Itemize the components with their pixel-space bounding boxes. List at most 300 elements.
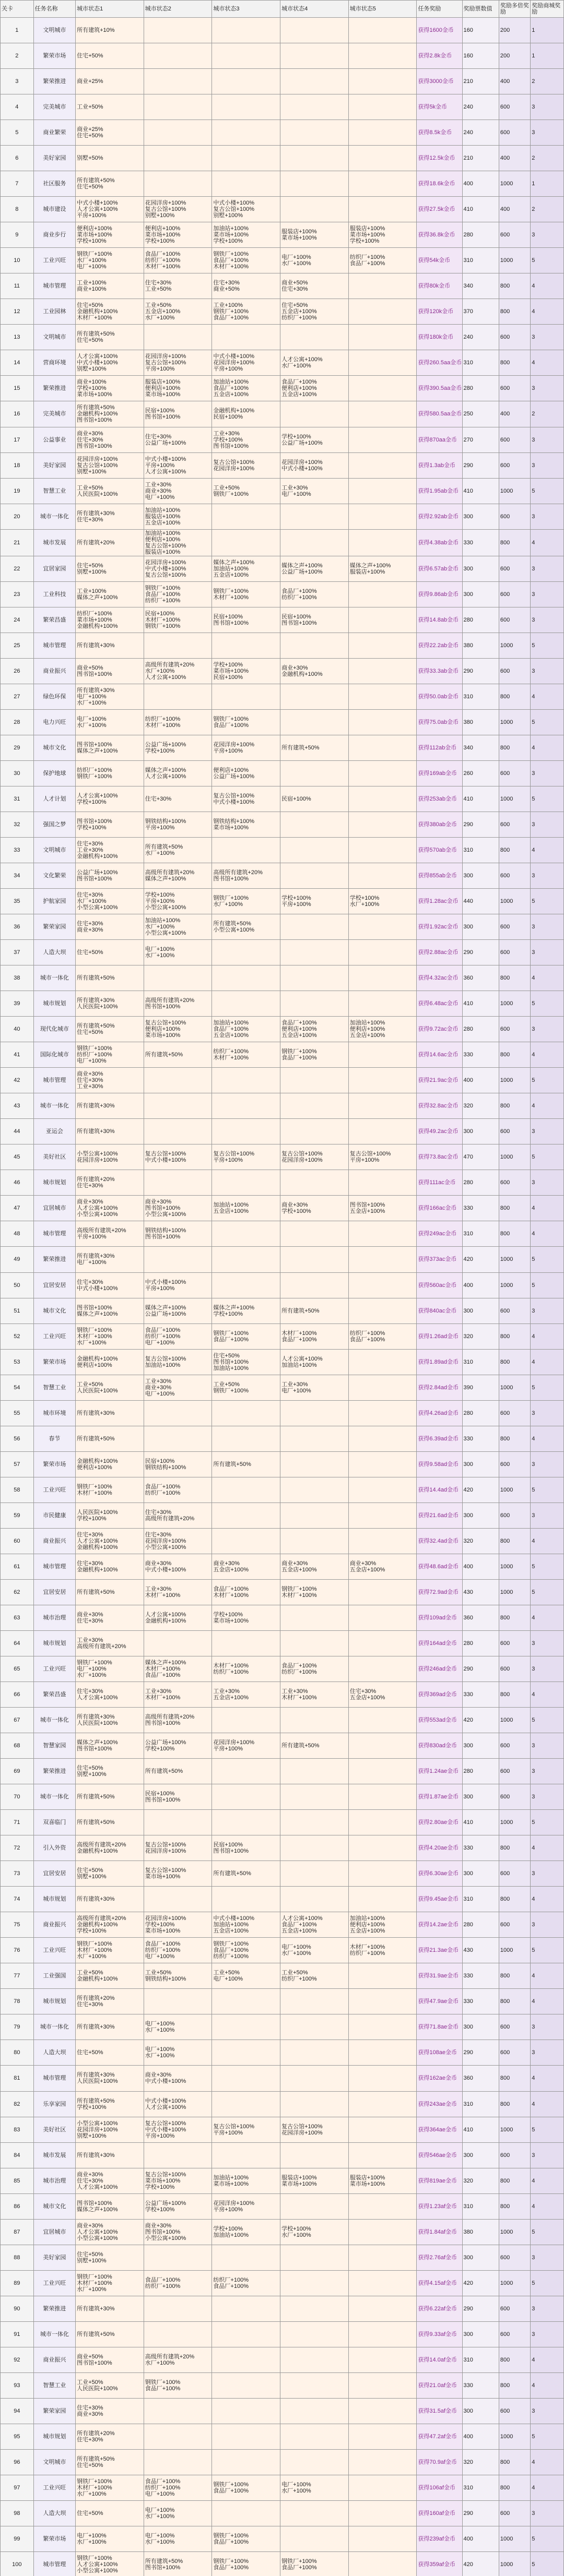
value-2-cell: 1000: [499, 2270, 530, 2296]
cell-line: 便利店+100%: [145, 536, 181, 543]
cell-line: 商业+30%: [77, 1199, 103, 1206]
level-cell: 27: [1, 684, 34, 709]
cell-line: 图书馆+100%: [77, 876, 112, 882]
cell-line: 菜市场+100%: [213, 824, 249, 831]
task-name-cell: 工业科技: [33, 581, 75, 607]
state-4-cell: [280, 2193, 349, 2219]
cell-line: 平房+100%: [213, 2206, 243, 2213]
state-2-cell: [144, 633, 212, 658]
cell-line: 学校+100%: [145, 1922, 175, 1928]
value-2-cell: 600: [499, 1656, 530, 1681]
state-5-cell: [348, 1912, 417, 1938]
state-3-cell: [212, 2091, 280, 2117]
cell-line: 别墅+100%: [145, 212, 175, 219]
state-5-cell: [348, 2066, 417, 2091]
cell-line: 小型公寓+100%: [145, 904, 186, 911]
state-3-cell: [212, 2040, 280, 2066]
state-2-cell: [144, 581, 212, 607]
reward-cell: [417, 2245, 462, 2270]
value-2-cell: 800: [499, 1196, 530, 1221]
state-2-cell: [144, 1298, 212, 1323]
cell-line: 图书馆+100%: [281, 619, 317, 626]
state-1-cell: [76, 401, 144, 427]
table-row: [1, 607, 564, 633]
value-1-cell: 330: [462, 1963, 499, 1989]
cell-line: 金融机构+100%: [213, 408, 254, 414]
cell-line: 复古公馆+100%: [213, 1151, 254, 1158]
cell-line: 所有建筑+50%: [77, 1794, 115, 1800]
table-row: [1, 350, 564, 376]
state-5-cell: [348, 914, 417, 940]
state-2-cell: [144, 1759, 212, 1784]
cell-line: 住宅+30%: [77, 2001, 103, 2008]
state-5-cell: [348, 1835, 417, 1861]
cell-line: 人民医院+100%: [77, 2385, 118, 2392]
cell-line: 纺织厂+100%: [145, 1489, 181, 1496]
table-row: [1, 1017, 564, 1042]
table-row: [1, 1170, 564, 1196]
state-1-cell: [76, 1630, 144, 1656]
value-2-cell: 800: [499, 273, 530, 299]
cell-line: 学校+100%: [77, 385, 107, 392]
state-3-cell: [212, 2424, 280, 2449]
cell-line: 媒体之声+100%: [145, 767, 186, 773]
cell-line: 所有建筑+30%: [77, 642, 115, 649]
state-2-cell: [144, 248, 212, 273]
state-3-cell: [212, 1938, 280, 1963]
level-cell: 66: [1, 1682, 34, 1708]
value-2-cell: 600: [499, 863, 530, 889]
cell-line: 纺织厂+100%: [349, 1330, 385, 1337]
level-cell: 71: [1, 1810, 34, 1835]
table-row: [1, 222, 564, 248]
cell-line: 服装店+100%: [145, 379, 181, 386]
value-2-cell: 800: [499, 1963, 530, 1989]
state-4-cell: [280, 452, 349, 478]
cell-line: 所有建筑+30%: [77, 1128, 115, 1135]
level-cell: 40: [1, 1017, 34, 1042]
cell-line: 水厂+100%: [213, 901, 243, 908]
state-2-cell: [144, 94, 212, 120]
state-3-cell: [212, 248, 280, 273]
cell-line: 获得33.3ab金币: [418, 667, 459, 674]
value-1-cell: 330: [462, 2372, 499, 2398]
cell-line: 学校+100%: [77, 798, 107, 805]
cell-line: 所有建筑+30%: [77, 1253, 115, 1260]
value-2-cell: 600: [499, 452, 530, 478]
cell-line: 图书馆+100%: [77, 417, 112, 424]
level-cell: 16: [1, 401, 34, 427]
value-2-cell: 1000: [499, 248, 530, 273]
table-row: [1, 1554, 564, 1579]
value-3-cell: 1: [531, 18, 564, 43]
cell-line: 服装店+100%: [281, 229, 317, 235]
level-cell: 84: [1, 2142, 34, 2168]
state-4-cell: [280, 427, 349, 452]
cell-line: 便利店+100%: [77, 1464, 112, 1471]
cell-line: 菜市场+100%: [77, 616, 112, 623]
state-2-cell: [144, 1656, 212, 1681]
value-3-cell: 3: [531, 760, 564, 786]
level-cell: 17: [1, 427, 34, 452]
cell-line: 中式小楼+100%: [145, 1566, 186, 1573]
cell-line: 学校+100%: [281, 1208, 311, 1215]
cell-line: 商业+50%: [77, 2353, 103, 2360]
value-2-cell: 600: [499, 1119, 530, 1144]
level-cell: 36: [1, 914, 34, 940]
cell-line: 菜市场+100%: [145, 232, 181, 238]
value-1-cell: 310: [462, 2091, 499, 2117]
table-row: [1, 325, 564, 350]
cell-line: 木材厂+100%: [77, 2484, 112, 2491]
state-1-cell: [76, 2219, 144, 2245]
cell-line: 学校+100%: [349, 895, 380, 902]
level-cell: 82: [1, 2091, 34, 2117]
level-cell: 22: [1, 556, 34, 581]
value-1-cell: 380: [462, 633, 499, 658]
state-4-cell: [280, 2424, 349, 2449]
state-5-cell: [348, 607, 417, 633]
cell-line: 平房+100%: [145, 898, 175, 905]
state-5-cell: [348, 556, 417, 581]
cell-line: 人民医院+100%: [77, 1509, 118, 1516]
cell-line: 所有建筑+30%: [77, 2305, 115, 2312]
state-4-cell: [280, 1630, 349, 1656]
value-1-cell: 330: [462, 1042, 499, 1068]
cell-line: 菜市场+100%: [77, 232, 112, 238]
value-2-cell: 600: [499, 504, 530, 529]
state-2-cell: [144, 2424, 212, 2449]
level-cell: 80: [1, 2040, 34, 2066]
cell-line: 获得870aa金币: [418, 436, 457, 443]
state-5-cell: [348, 1989, 417, 2014]
cell-line: 菜市场+100%: [213, 667, 249, 674]
table-row: [1, 171, 564, 197]
level-cell: 60: [1, 1528, 34, 1554]
cell-line: 中式小楼+100%: [213, 353, 254, 360]
table-row: [1, 1196, 564, 1221]
value-1-cell: 300: [462, 504, 499, 529]
value-2-cell: 800: [499, 684, 530, 709]
cell-line: 小型公寓+100%: [145, 1544, 186, 1551]
state-3-cell: [212, 837, 280, 863]
cell-line: 商业+30%: [349, 1560, 377, 1567]
reward-cell: [417, 146, 462, 171]
cell-line: 图书馆+100%: [145, 1797, 181, 1804]
task-name-cell: 城市规划: [33, 2424, 75, 2449]
cell-line: 人才公寓+100%: [145, 773, 186, 780]
cell-line: 高级所有建筑+20%: [213, 869, 263, 876]
level-cell: 69: [1, 1759, 34, 1784]
cell-line: 中式小楼+100%: [77, 1285, 118, 1292]
cell-line: 复古公馆+100%: [349, 1151, 391, 1158]
state-4-cell: [280, 914, 349, 940]
state-1-cell: [76, 837, 144, 863]
value-1-cell: 320: [462, 2168, 499, 2193]
reward-cell: [417, 2117, 462, 2142]
cell-line: 钢铁厂+100%: [213, 491, 249, 497]
value-2-cell: 400: [499, 146, 530, 171]
cell-line: 小型公寓+100%: [77, 2568, 118, 2574]
cell-line: 人民医院+100%: [77, 491, 118, 497]
cell-line: 电厂+100%: [213, 1976, 243, 1983]
cell-line: 工业+30%: [77, 1637, 103, 1643]
cell-line: 电厂+100%: [77, 264, 107, 270]
cell-line: 住宅+30%: [77, 2436, 103, 2443]
reward-cell: [417, 350, 462, 376]
cell-line: 媒体之声+100%: [281, 562, 323, 569]
value-3-cell: 3: [531, 504, 564, 529]
table-row: [1, 2219, 564, 2245]
state-1-cell: [76, 760, 144, 786]
table-row: [1, 889, 564, 914]
cell-line: 商业+50%: [77, 664, 103, 671]
reward-cell: [417, 1528, 462, 1554]
task-name-cell: 繁荣昌盛: [33, 607, 75, 633]
cell-line: 中式小楼+100%: [145, 2097, 186, 2104]
cell-line: 获得14.6ac金币: [418, 1052, 459, 1058]
table-row: [1, 529, 564, 556]
value-1-cell: 400: [462, 2424, 499, 2449]
reward-cell: [417, 248, 462, 273]
cell-line: 纺织厂+100%: [213, 1668, 249, 1675]
value-2-cell: 600: [499, 1400, 530, 1426]
cell-line: 加油站+100%: [213, 2174, 249, 2181]
state-4-cell: [280, 2347, 349, 2372]
state-4-cell: [280, 2475, 349, 2500]
cell-line: 获得2.76af金币: [418, 2254, 457, 2261]
state-5-cell: [348, 171, 417, 197]
table-row: [1, 1323, 564, 1349]
table-row: [1, 2475, 564, 2500]
state-5-cell: [348, 197, 417, 222]
cell-line: 获得6.39ad金币: [418, 1435, 459, 1442]
value-1-cell: 290: [462, 452, 499, 478]
value-2-cell: 200: [499, 43, 530, 69]
task-name-cell: 城市一体化: [33, 1093, 75, 1119]
cell-line: 住宅+50%: [77, 1029, 103, 1036]
state-5-cell: [348, 2142, 417, 2168]
cell-line: 平房+100%: [145, 2132, 175, 2139]
cell-line: 加油站+100%: [213, 2232, 249, 2238]
reward-cell: [417, 1733, 462, 1759]
cell-line: 获得14.0af金币: [418, 2356, 457, 2363]
state-4-cell: [280, 1605, 349, 1630]
cell-line: 住宅+30%: [77, 436, 103, 443]
level-cell: 50: [1, 1272, 34, 1298]
reward-cell: [417, 1708, 462, 1733]
cell-line: 人才公寓+100%: [281, 356, 323, 363]
value-3-cell: 1: [531, 171, 564, 197]
task-name-cell: 美好家园: [33, 452, 75, 478]
state-3-cell: [212, 1298, 280, 1323]
value-1-cell: 320: [462, 1528, 499, 1554]
state-3-cell: [212, 1247, 280, 1272]
reward-cell: [417, 2424, 462, 2449]
state-3-cell: [212, 18, 280, 43]
cell-line: 钢铁厂+100%: [213, 1941, 249, 1948]
task-name-cell: 繁荣市场: [33, 1451, 75, 1477]
state-4-cell: [280, 991, 349, 1017]
state-1-cell: [76, 2296, 144, 2321]
reward-cell: [417, 1605, 462, 1630]
reward-cell: [417, 2449, 462, 2475]
cell-line: 花园洋房+100%: [145, 1848, 186, 1855]
cell-line: 工业+30%: [145, 481, 172, 488]
cell-line: 纺织厂+100%: [145, 2484, 181, 2491]
value-2-cell: 800: [499, 2347, 530, 2372]
cell-line: 水厂+100%: [145, 2053, 175, 2059]
task-name-cell: 城市治理: [33, 1605, 75, 1630]
table-row: [1, 2270, 564, 2296]
state-5-cell: [348, 401, 417, 427]
table-row: [1, 273, 564, 299]
value-2-cell: 400: [499, 197, 530, 222]
cell-line: 平房+100%: [77, 212, 107, 219]
cell-line: 复古公馆+100%: [77, 462, 118, 469]
table-row: [1, 1375, 564, 1400]
value-1-cell: 290: [462, 2296, 499, 2321]
cell-line: 电厂+100%: [77, 715, 107, 722]
state-4-cell: [280, 2296, 349, 2321]
cell-line: 媒体之声+100%: [145, 1659, 186, 1666]
cell-line: 食品厂+100%: [349, 1336, 385, 1343]
table-row: [1, 401, 564, 427]
cell-line: 平房+100%: [213, 1746, 243, 1752]
state-1-cell: [76, 325, 144, 350]
cell-line: 钢铁结构+100%: [145, 1464, 186, 1471]
cell-line: 菜市场+100%: [213, 2180, 249, 2187]
value-1-cell: 250: [462, 401, 499, 427]
task-name-cell: 繁荣推进: [33, 2296, 75, 2321]
cell-line: 民宿+100%: [281, 795, 311, 802]
value-1-cell: 300: [462, 1119, 499, 1144]
level-cell: 48: [1, 1221, 34, 1247]
state-4-cell: [280, 607, 349, 633]
state-5-cell: [348, 1196, 417, 1221]
state-5-cell: [348, 1375, 417, 1400]
value-2-cell: 600: [499, 1861, 530, 1887]
state-3-cell: [212, 1221, 280, 1247]
state-4-cell: [280, 1887, 349, 1912]
cell-line: 所有建筑+50%: [77, 1023, 115, 1030]
reward-cell: [417, 2014, 462, 2040]
cell-line: 服装店+100%: [145, 513, 181, 520]
level-cell: 45: [1, 1144, 34, 1170]
reward-cell: [417, 2475, 462, 2500]
reward-cell: [417, 1017, 462, 1042]
task-name-cell: 市民健康: [33, 1502, 75, 1528]
cell-line: 住宅+30%: [281, 286, 308, 293]
cell-line: 小型公寓+100%: [145, 2235, 186, 2241]
cell-line: 住宅+50%: [213, 1352, 240, 1359]
task-name-cell: 文明城市: [33, 18, 75, 43]
value-2-cell: 600: [499, 325, 530, 350]
cell-line: 工业+50%: [77, 104, 103, 111]
value-3-cell: 4: [531, 1093, 564, 1119]
value-1-cell: 400: [462, 1554, 499, 1579]
task-name-cell: 商业振兴: [33, 658, 75, 684]
state-5-cell: [348, 1682, 417, 1708]
state-4-cell: [280, 2142, 349, 2168]
state-1-cell: [76, 146, 144, 171]
state-5-cell: [348, 1784, 417, 1810]
state-1-cell: [76, 1426, 144, 1451]
level-cell: 67: [1, 1708, 34, 1733]
value-3-cell: 3: [531, 1630, 564, 1656]
state-3-cell: [212, 2014, 280, 2040]
cell-line: 钢铁厂+100%: [77, 2555, 112, 2562]
cell-line: 获得120k金币: [418, 308, 454, 315]
cell-line: 获得840ac金币: [418, 1307, 457, 1314]
level-cell: 61: [1, 1554, 34, 1579]
header-state-2: 城市状态2: [144, 1, 212, 18]
state-1-cell: [76, 2193, 144, 2219]
value-1-cell: 420: [462, 1477, 499, 1502]
value-2-cell: 1000: [499, 2424, 530, 2449]
state-3-cell: [212, 684, 280, 709]
state-4-cell: [280, 1708, 349, 1733]
cell-line: 获得162ae金币: [418, 2075, 457, 2082]
state-4-cell: [280, 2219, 349, 2245]
level-cell: 1: [1, 18, 34, 43]
cell-line: 公益广场+100%: [145, 2200, 186, 2207]
state-5-cell: [348, 1477, 417, 1502]
state-2-cell: [144, 1017, 212, 1042]
cell-line: 便利店+100%: [349, 1922, 385, 1928]
state-1-cell: [76, 1759, 144, 1784]
cell-line: 图书馆+100%: [349, 1202, 385, 1209]
cell-line: 五金店+100%: [145, 519, 181, 526]
value-1-cell: 420: [462, 2270, 499, 2296]
value-3-cell: 1: [531, 43, 564, 69]
table-row: [1, 18, 564, 43]
value-1-cell: 160: [462, 18, 499, 43]
value-1-cell: 300: [462, 581, 499, 607]
cell-line: 钢铁结构+100%: [145, 1227, 186, 1234]
value-2-cell: 800: [499, 2372, 530, 2398]
cell-line: 图书馆+100%: [213, 876, 249, 882]
state-4-cell: [280, 299, 349, 325]
cell-line: 五金店+100%: [281, 308, 317, 315]
table-row: [1, 940, 564, 965]
state-5-cell: [348, 1247, 417, 1272]
cell-line: 平房+100%: [213, 1157, 243, 1164]
value-1-cell: 390: [462, 1375, 499, 1400]
table-row: [1, 43, 564, 69]
value-3-cell: 5: [531, 1272, 564, 1298]
reward-cell: [417, 2372, 462, 2398]
cell-line: 商业+30%: [77, 2411, 103, 2417]
value-3-cell: 3: [531, 2014, 564, 2040]
value-1-cell: 310: [462, 2475, 499, 2500]
cell-line: 食品厂+100%: [281, 1055, 317, 1062]
cell-line: 电厂+100%: [145, 2046, 175, 2053]
cell-line: 加油站+100%: [213, 1020, 249, 1027]
state-5-cell: [348, 1579, 417, 1605]
task-name-cell: 社区服务: [33, 171, 75, 197]
level-cell: 44: [1, 1119, 34, 1144]
state-1-cell: [76, 786, 144, 812]
state-2-cell: [144, 2245, 212, 2270]
cell-line: 便利店+100%: [213, 767, 249, 773]
level-cell: 54: [1, 1375, 34, 1400]
cell-line: 住宅+30%: [213, 280, 240, 287]
reward-cell: [417, 2552, 462, 2576]
state-4-cell: [280, 2270, 349, 2296]
cell-line: 纺织厂+100%: [145, 2283, 181, 2289]
level-cell: 92: [1, 2347, 34, 2372]
